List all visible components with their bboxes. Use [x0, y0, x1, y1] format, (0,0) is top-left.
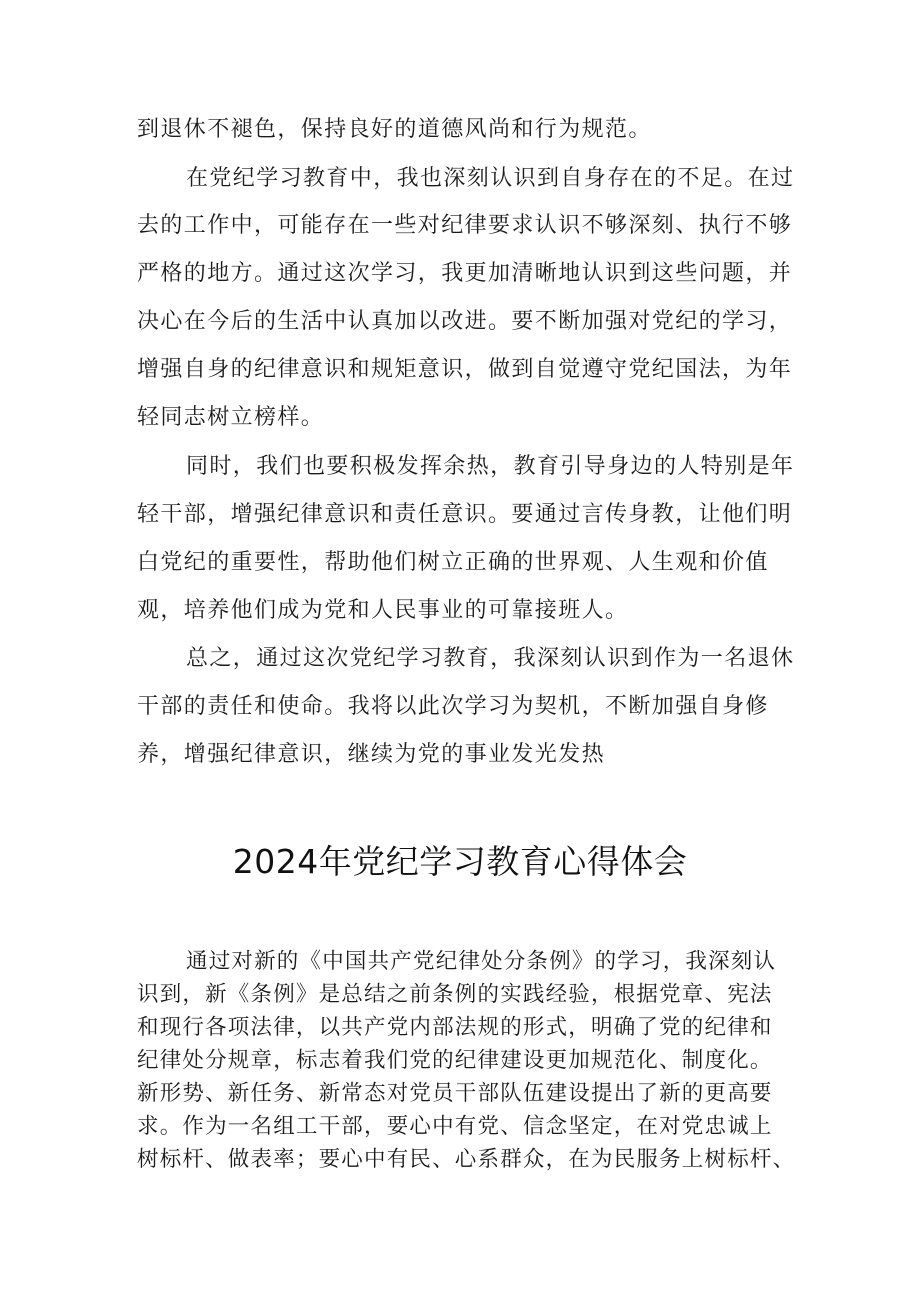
paragraph-line: 严格的地方。通过这次学习，我更加清晰地认识到这些问题，并 [137, 261, 793, 286]
document-title: 2024年党纪学习教育心得体会 [232, 842, 688, 881]
paragraph-line: 总之，通过这次党纪学习教育，我深刻认识到作为一名退休 [186, 646, 795, 671]
paragraph-line: 识到，新《条例》是总结之前条例的实践经验，根据党章、宪法 [137, 982, 773, 1007]
paragraph-line: 去的工作中，可能存在一些对纪律要求认识不够深刻、执行不够 [137, 213, 793, 238]
paragraph-line: 白党纪的重要性，帮助他们树立正确的世界观、人生观和价值 [137, 550, 769, 575]
paragraph-line: 通过对新的《中国共产党纪律处分条例》的学习，我深刻认 [186, 949, 777, 974]
paragraph-line: 新形势、新任务、新常态对党员干部队伍建设提出了新的更高要 [137, 1081, 773, 1106]
paragraph-line: 到退休不褪色，保持良好的道德风尚和行为规范。 [137, 117, 652, 142]
paragraph-line: 在党纪学习教育中，我也深刻认识到自身存在的不足。在过 [186, 166, 795, 191]
paragraph-line: 养，增强纪律意识，继续为党的事业发光发热 [137, 742, 606, 767]
paragraph-line: 求。作为一名组工干部，要心中有党、信念坚定，在对党忠诚上 [137, 1114, 773, 1139]
paragraph-line: 同时，我们也要积极发挥余热，教育引导身边的人特别是年 [186, 454, 795, 479]
paragraph-line: 树标杆、做表率；要心中有民、心系群众，在为民服务上树标杆、 [137, 1147, 796, 1172]
paragraph-line: 和现行各项法律，以共产党内部法规的形式，明确了党的纪律和 [137, 1015, 773, 1040]
paragraph-line: 轻干部，增强纪律意识和责任意识。要通过言传身教，让他们明 [137, 502, 793, 527]
paragraph-line: 增强自身的纪律意识和规矩意识，做到自觉遵守党纪国法，为年 [137, 357, 793, 382]
paragraph-line: 观，培养他们成为党和人民事业的可靠接班人。 [137, 598, 629, 623]
paragraph-line: 决心在今后的生活中认真加以改进。要不断加强对党纪的学习， [137, 309, 793, 334]
paragraph-line: 纪律处分规章，标志着我们党的纪律建设更加规范化、制度化。 [137, 1048, 773, 1073]
paragraph-line: 干部的责任和使命。我将以此次学习为契机，不断加强自身修 [137, 694, 769, 719]
paragraph-line: 轻同志树立榜样。 [137, 405, 325, 430]
